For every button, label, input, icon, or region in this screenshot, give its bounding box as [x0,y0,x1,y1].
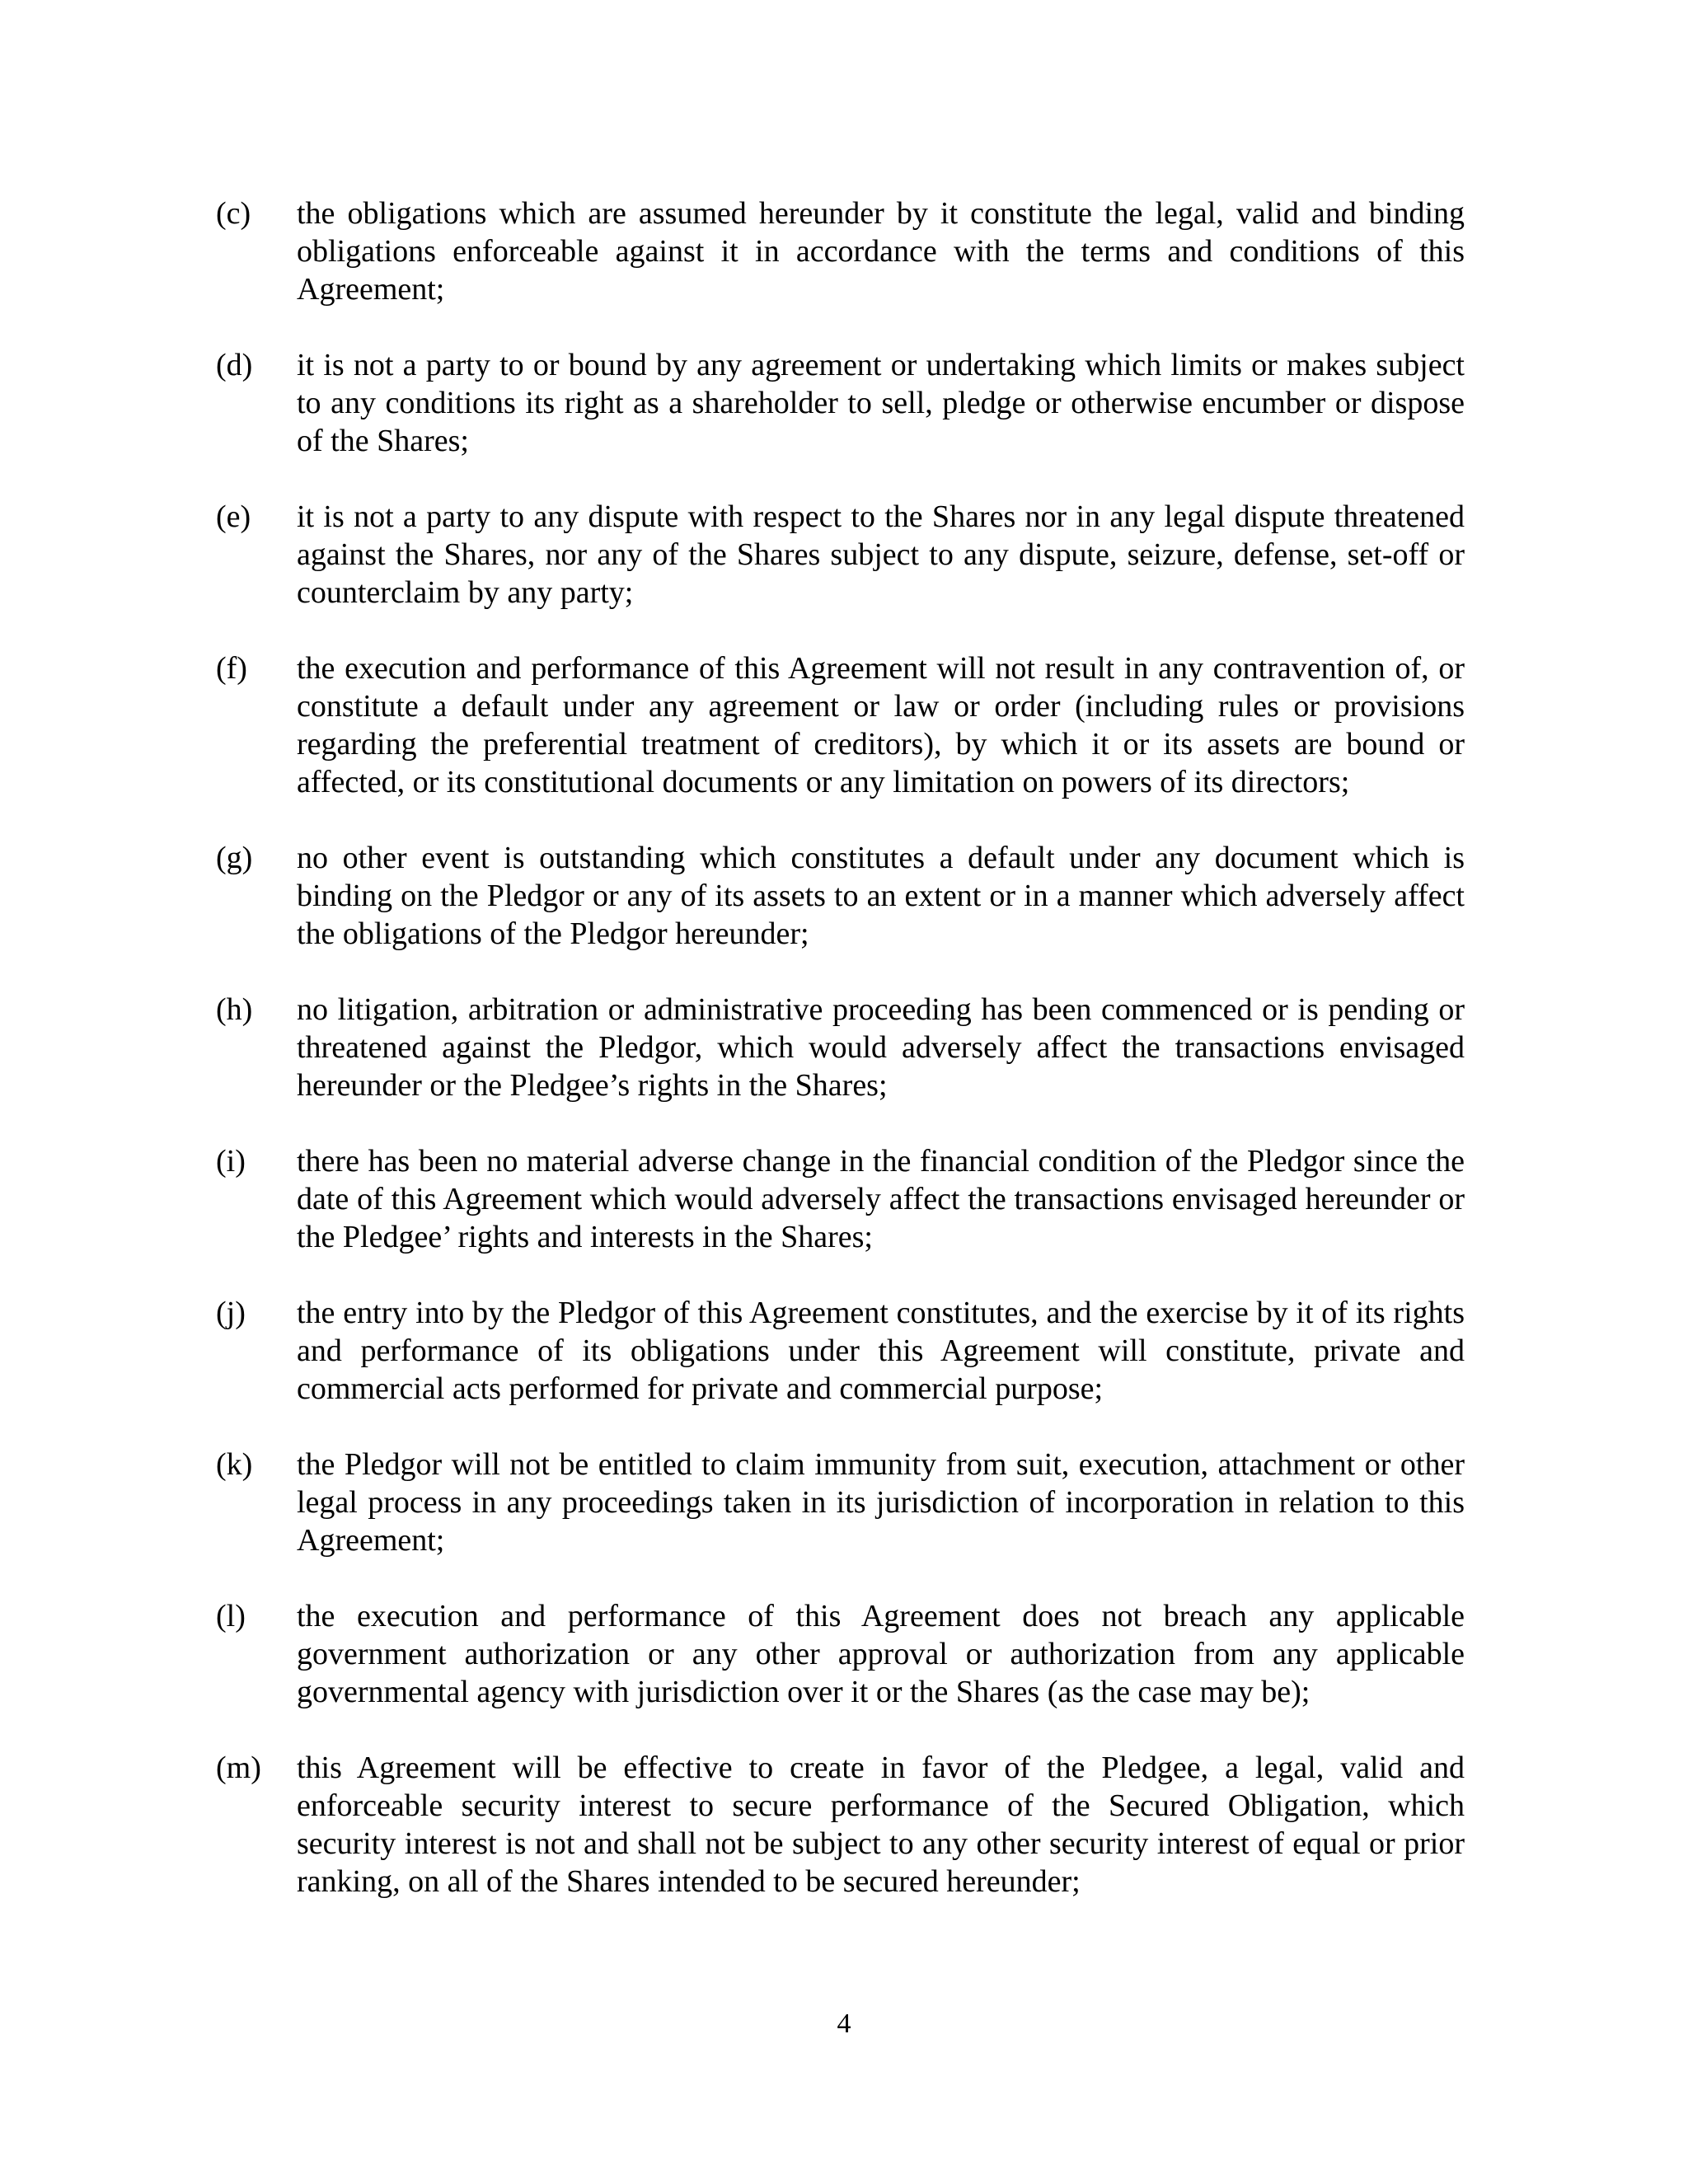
clause-label: (f) [216,651,247,686]
clause-text: the Pledgor will not be entitled to claim immunity from suit, execution, attachment or other legal process in any proceedings taken in its jurisdiction of incorporation in relation to this Agreement; [297,1447,1465,1558]
clause-k [216,1446,1465,1559]
clause-e [216,498,1465,612]
clause-j [216,1294,1465,1408]
clause-m [216,1749,1465,1900]
clause-label: (m) [216,1750,261,1785]
clause-d [216,346,1465,460]
clause-label: (l) [216,1599,246,1633]
clause-text: no litigation, arbitration or administrative proceeding has been commenced or is pending or threatened against the Pledgor, which would adversely affect the transactions envisaged hereunder or the Pledgee’s rights in the Shares; [297,992,1465,1103]
clause-label: (h) [216,992,253,1027]
clause-label: (c) [216,196,251,231]
clause-label: (g) [216,841,253,875]
clause-text: the execution and performance of this Agreement will not result in any contravention of, or constitute a default under any agreement or law or order (including rules or provisions regarding the preferential treatment of creditors), by which it or its assets are bound or affected, or its constitutional documents or any limitation on powers of its directors; [297,651,1465,799]
clause-l [216,1597,1465,1711]
clause-text: the execution and performance of this Agreement does not breach any applicable government authorization or any other approval or authorization from any applicable governmental agency with jurisdiction over it or the Shares (as the case may be); [297,1599,1465,1709]
clause-text: it is not a party to any dispute with respect to the Shares nor in any legal dispute threatened against the Shares, nor any of the Shares subject to any dispute, seizure, defense, set-off or counterclaim by any party; [297,499,1465,610]
clause-label: (j) [216,1296,246,1330]
clause-text: no other event is outstanding which constitutes a default under any document which is binding on the Pledgor or any of its assets to an extent or in a manner which adversely affect the obligations of the Pledgor hereunder; [297,841,1465,951]
clause-c [216,194,1465,308]
clause-text: it is not a party to or bound by any agreement or undertaking which limits or makes subject to any conditions its right as a shareholder to sell, pledge or otherwise encumber or dispose of the Shares; [297,348,1465,458]
clause-label: (i) [216,1144,246,1179]
clause-text: there has been no material adverse change in the financial condition of the Pledgor since the date of this Agreement which would adversely affect the transactions envisaged hereunder or the Pledgee’ rights and interests in the Shares; [297,1144,1465,1254]
clause-text: this Agreement will be effective to create in favor of the Pledgee, a legal, valid and enforceable security interest to secure performance of the Secured Obligation, which security interest is not and shall not be subject to any other security interest of equal or prior ranking, on all of the Shares intended to be secured hereunder; [297,1750,1465,1899]
page-number: 4 [837,2008,851,2039]
clause-list [216,194,1465,1938]
clause-i [216,1142,1465,1256]
clause-h [216,991,1465,1104]
clause-text: the entry into by the Pledgor of this Agreement constitutes, and the exercise by it of its rights and performance of its obligations under this Agreement will constitute, private and commercial acts performed for private and commercial purpose; [297,1296,1465,1406]
clause-label: (k) [216,1447,253,1482]
clause-g [216,839,1465,953]
clause-f [216,649,1465,801]
clause-text: the obligations which are assumed hereunder by it constitute the legal, valid and binding obligations enforceable against it in accordance with the terms and conditions of this Agreement; [297,196,1465,307]
clause-label: (e) [216,499,251,534]
clause-label: (d) [216,348,253,382]
